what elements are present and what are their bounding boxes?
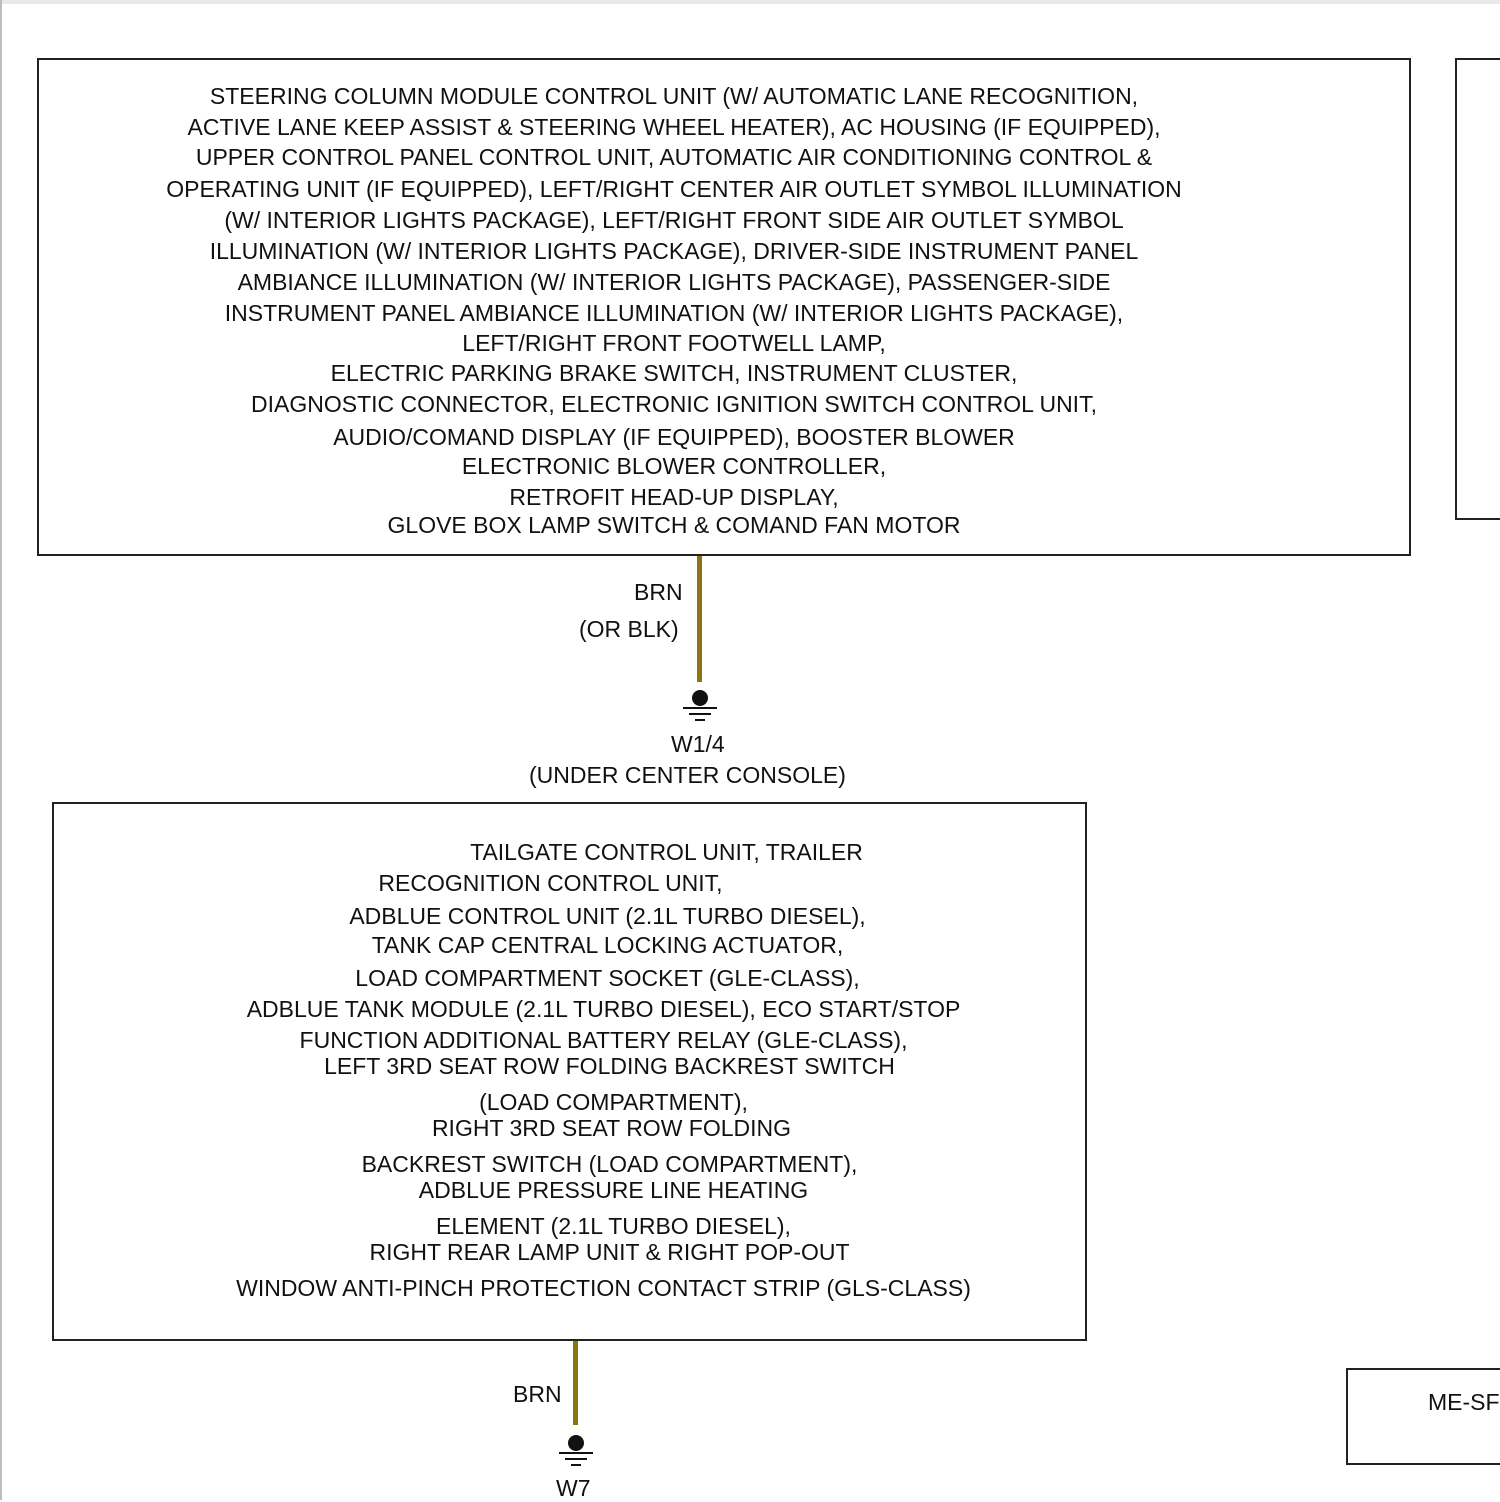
component-line: ADBLUE PRESSURE LINE HEATING (418, 1177, 809, 1203)
component-line: LEFT/RIGHT FRONT FOOTWELL LAMP, (462, 330, 886, 356)
wire-color-label: BRN (513, 1381, 562, 1407)
component-line: DIAGNOSTIC CONNECTOR, ELECTRONIC IGNITION SWITCH CONTROL UNIT, (251, 391, 1097, 417)
ground-id-label: W7 (556, 1475, 591, 1501)
page-top-edge (0, 0, 1500, 4)
component-line: RIGHT REAR LAMP UNIT & RIGHT POP-OUT (369, 1239, 850, 1265)
wire-top-brn (697, 556, 702, 682)
wire-alt-color-label: (OR BLK) (579, 616, 679, 642)
component-line: RECOGNITION CONTROL UNIT, (378, 870, 723, 896)
component-line: TAILGATE CONTROL UNIT, TRAILER (470, 839, 863, 865)
component-line: INSTRUMENT PANEL AMBIANCE ILLUMINATION (W/ INTERIOR LIGHTS PACKAGE), (224, 300, 1124, 326)
component-line: STEERING COLUMN MODULE CONTROL UNIT (W/ AUTOMATIC LANE RECOGNITION, (209, 83, 1139, 109)
component-line: ELECTRONIC BLOWER CONTROLLER, (461, 453, 887, 479)
component-line: ILLUMINATION (W/ INTERIOR LIGHTS PACKAGE), DRIVER-SIDE INSTRUMENT PANEL (209, 238, 1139, 264)
component-line: RIGHT 3RD SEAT ROW FOLDING (431, 1115, 792, 1141)
component-line: AMBIANCE ILLUMINATION (W/ INTERIOR LIGHTS PACKAGE), PASSENGER-SIDE (237, 269, 1111, 295)
ground-symbol-icon (680, 688, 720, 724)
component-line: ELEMENT (2.1L TURBO DIESEL), (436, 1213, 791, 1239)
component-line: ADBLUE TANK MODULE (2.1L TURBO DIESEL), ECO START/STOP (246, 996, 961, 1022)
component-line: ACTIVE LANE KEEP ASSIST & STEERING WHEEL HEATER), AC HOUSING (IF EQUIPPED), (187, 114, 1161, 140)
component-line: ADBLUE CONTROL UNIT (2.1L TURBO DIESEL), (349, 903, 866, 929)
component-line: RETROFIT HEAD-UP DISPLAY, (509, 484, 839, 510)
wire-bottom-brn (573, 1341, 578, 1425)
ground-location-label: (UNDER CENTER CONSOLE) (529, 762, 846, 788)
component-line: LOAD COMPARTMENT SOCKET (GLE-CLASS), (355, 965, 860, 991)
component-line: TANK CAP CENTRAL LOCKING ACTUATOR, (371, 932, 844, 958)
component-line: UPPER CONTROL PANEL CONTROL UNIT, AUTOMATIC AIR CONDITIONING CONTROL & (195, 144, 1153, 170)
component-line: (LOAD COMPARTMENT), (479, 1089, 748, 1115)
component-line: WINDOW ANTI-PINCH PROTECTION CONTACT STRIP (GLS-CLASS) (236, 1275, 971, 1301)
partial-box-label: ME-SF (1428, 1389, 1500, 1415)
component-line: GLOVE BOX LAMP SWITCH & COMAND FAN MOTOR (387, 512, 961, 538)
component-line: OPERATING UNIT (IF EQUIPPED), LEFT/RIGHT CENTER AIR OUTLET SYMBOL ILLUMINATION (166, 176, 1182, 202)
partial-component-box-bottom-right (1346, 1368, 1500, 1465)
component-line: (W/ INTERIOR LIGHTS PACKAGE), LEFT/RIGHT FRONT SIDE AIR OUTLET SYMBOL (224, 207, 1124, 233)
wire-color-label: BRN (634, 579, 683, 605)
bottom-component-box (52, 802, 1087, 1341)
component-line: AUDIO/COMAND DISPLAY (IF EQUIPPED), BOOSTER BLOWER (333, 424, 1015, 450)
component-line: ELECTRIC PARKING BRAKE SWITCH, INSTRUMENT CLUSTER, (330, 360, 1018, 386)
component-line: LEFT 3RD SEAT ROW FOLDING BACKREST SWITCH (324, 1053, 895, 1079)
partial-component-box-top-right (1455, 58, 1500, 520)
component-line: BACKREST SWITCH (LOAD COMPARTMENT), (361, 1151, 858, 1177)
ground-symbol-icon (556, 1433, 596, 1469)
top-component-box (37, 58, 1411, 556)
ground-id-label: W1/4 (671, 731, 725, 757)
component-line: FUNCTION ADDITIONAL BATTERY RELAY (GLE-CLASS), (299, 1027, 908, 1053)
